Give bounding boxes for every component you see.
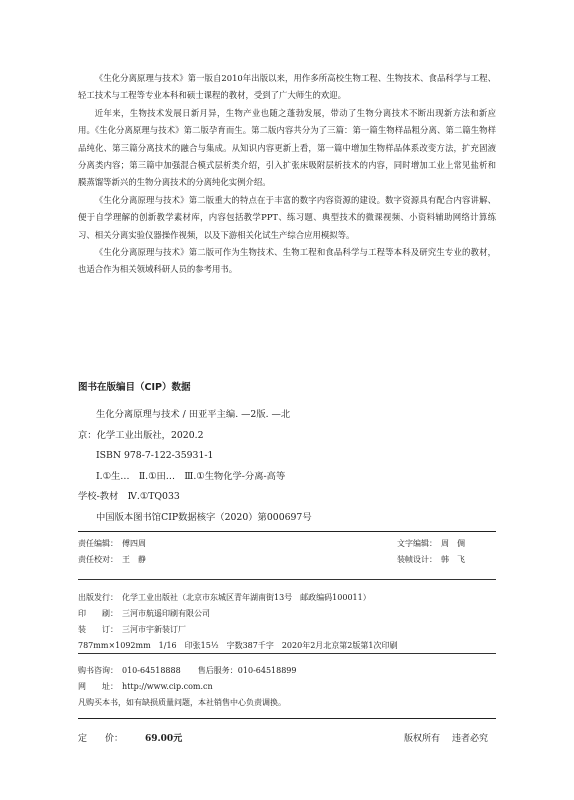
preface-paragraph-1: 《生化分离原理与技术》第一版自2010年出版以来，用作多所高校生物工程、生物技术、食品科学与工程、轻工技术与工程等专业本科和硕士课程的教材，受到了广大师生的欢迎。: [78, 73, 496, 101]
preface-paragraph-2: 近年来，生物技术发展日新月异，生物产业也随之蓬勃发展，带动了生物分离技术不断出现新方法和新应用。《生化分离原理与技术》第二版孕育而生。第二版内容共分为了三篇：第一篇生物样品粗分离、第二篇生物样品纯化、第三篇分离技术的融合与集成。从知识内容更新上看，第一篇中增加生物样品体系改变方法，扩充固液分离类内容；第三篇中加强混合模式层析类介绍，引入扩张床吸附层析技术的内容，同时增加工业上常见盐析和膜蒸馏等新兴的生物分离技术的分离纯化实例介绍。: [78, 107, 496, 188]
binding-label: 装 订：: [78, 625, 118, 634]
proof-label: 责任校对：: [78, 555, 118, 564]
rights-notice: [404, 731, 488, 744]
service-phone: 010-64518899: [237, 666, 297, 675]
cip-line-4: Ⅰ.①生… Ⅱ.①田… Ⅲ.①生物化学-分离-高等: [96, 470, 286, 482]
publisher-label: 出版发行：: [78, 593, 118, 602]
staff-right: [397, 536, 465, 568]
price-label: 定 价：: [78, 734, 124, 744]
service-label: 售后服务：: [197, 666, 238, 675]
rights-reserved: 版权所有: [404, 734, 441, 744]
return-notice: 凡购买本书，如有缺损质量问题，本社销售中心负责调换。: [78, 698, 286, 707]
preface-paragraph-4: 《生化分离原理与技术》第二版可作为生物技术、生物工程和食品科学与工程等本科及研究生专业的教材，也适合作为相关领域科研人员的参考用书。: [78, 247, 496, 275]
text-editor-name: 周 倜: [441, 539, 465, 548]
design-label: 装帧设计：: [397, 555, 437, 564]
cip-line-5: 学校-教材 Ⅳ.①TQ033: [78, 491, 180, 503]
cip-line-1: 生化分离原理与技术 / 田亚平主编. —2版. —北: [96, 409, 291, 420]
editor-label: 责任编辑：: [78, 539, 118, 548]
text-editor-label: 文字编辑：: [397, 539, 437, 548]
print-label: 印 刷：: [78, 609, 118, 618]
cip-isbn: ISBN 978-7-122-35931-1: [96, 450, 214, 462]
proof-name: 王 静: [122, 555, 146, 564]
website: http://www.cip.com.cn: [122, 682, 213, 691]
cip-number: 中国版本图书馆CIP数据核字（2020）第000697号: [96, 511, 312, 523]
preface-section: [78, 70, 496, 279]
consult-phone: 010-64518888: [122, 666, 181, 675]
rights-warning: 违者必究: [452, 734, 489, 744]
staff-left: [78, 536, 146, 568]
editor-name: 傅四周: [122, 539, 146, 548]
cip-title: 图书在版编目（CIP）数据: [78, 382, 191, 393]
web-label: 网 址：: [78, 682, 118, 691]
publication-info: [78, 590, 397, 654]
price-value: 69.00元: [145, 734, 183, 744]
cip-line-2: 京：化学工业出版社，2020.2: [78, 429, 204, 441]
price: [78, 731, 182, 744]
preface-paragraph-3: 《生化分离原理与技术》第二版重大的特点在于丰富的数字内容资源的建设。数字资源具有配合内容讲解、便于自学理解的创新教学素材库，内容包括教学PPT、练习题、典型技术的微课视频、小资料辅助网络计算练习、相关分离实验仪器操作视频，以及下游相关化试生产综合应用模拟等。: [78, 194, 496, 240]
contact-info: [78, 663, 297, 711]
divider-3: [78, 653, 496, 654]
divider-top: [78, 531, 496, 532]
printer: 三河市航遥印刷有限公司: [122, 609, 210, 618]
publisher: 化学工业出版社（北京市东城区青年湖南街13号 邮政编码100011）: [122, 593, 371, 602]
design-name: 韩 飞: [441, 555, 465, 564]
divider-2: [78, 579, 496, 580]
binder: 三河市宇新装订厂: [122, 625, 186, 634]
print-specs: 787mm×1092mm 1/16 印张15½ 字数387千字 2020年2月北京第2版第1次印刷: [78, 641, 398, 650]
cip-record: [78, 405, 378, 529]
divider-bottom: [78, 718, 496, 719]
consult-label: 购书咨询：: [78, 666, 118, 675]
